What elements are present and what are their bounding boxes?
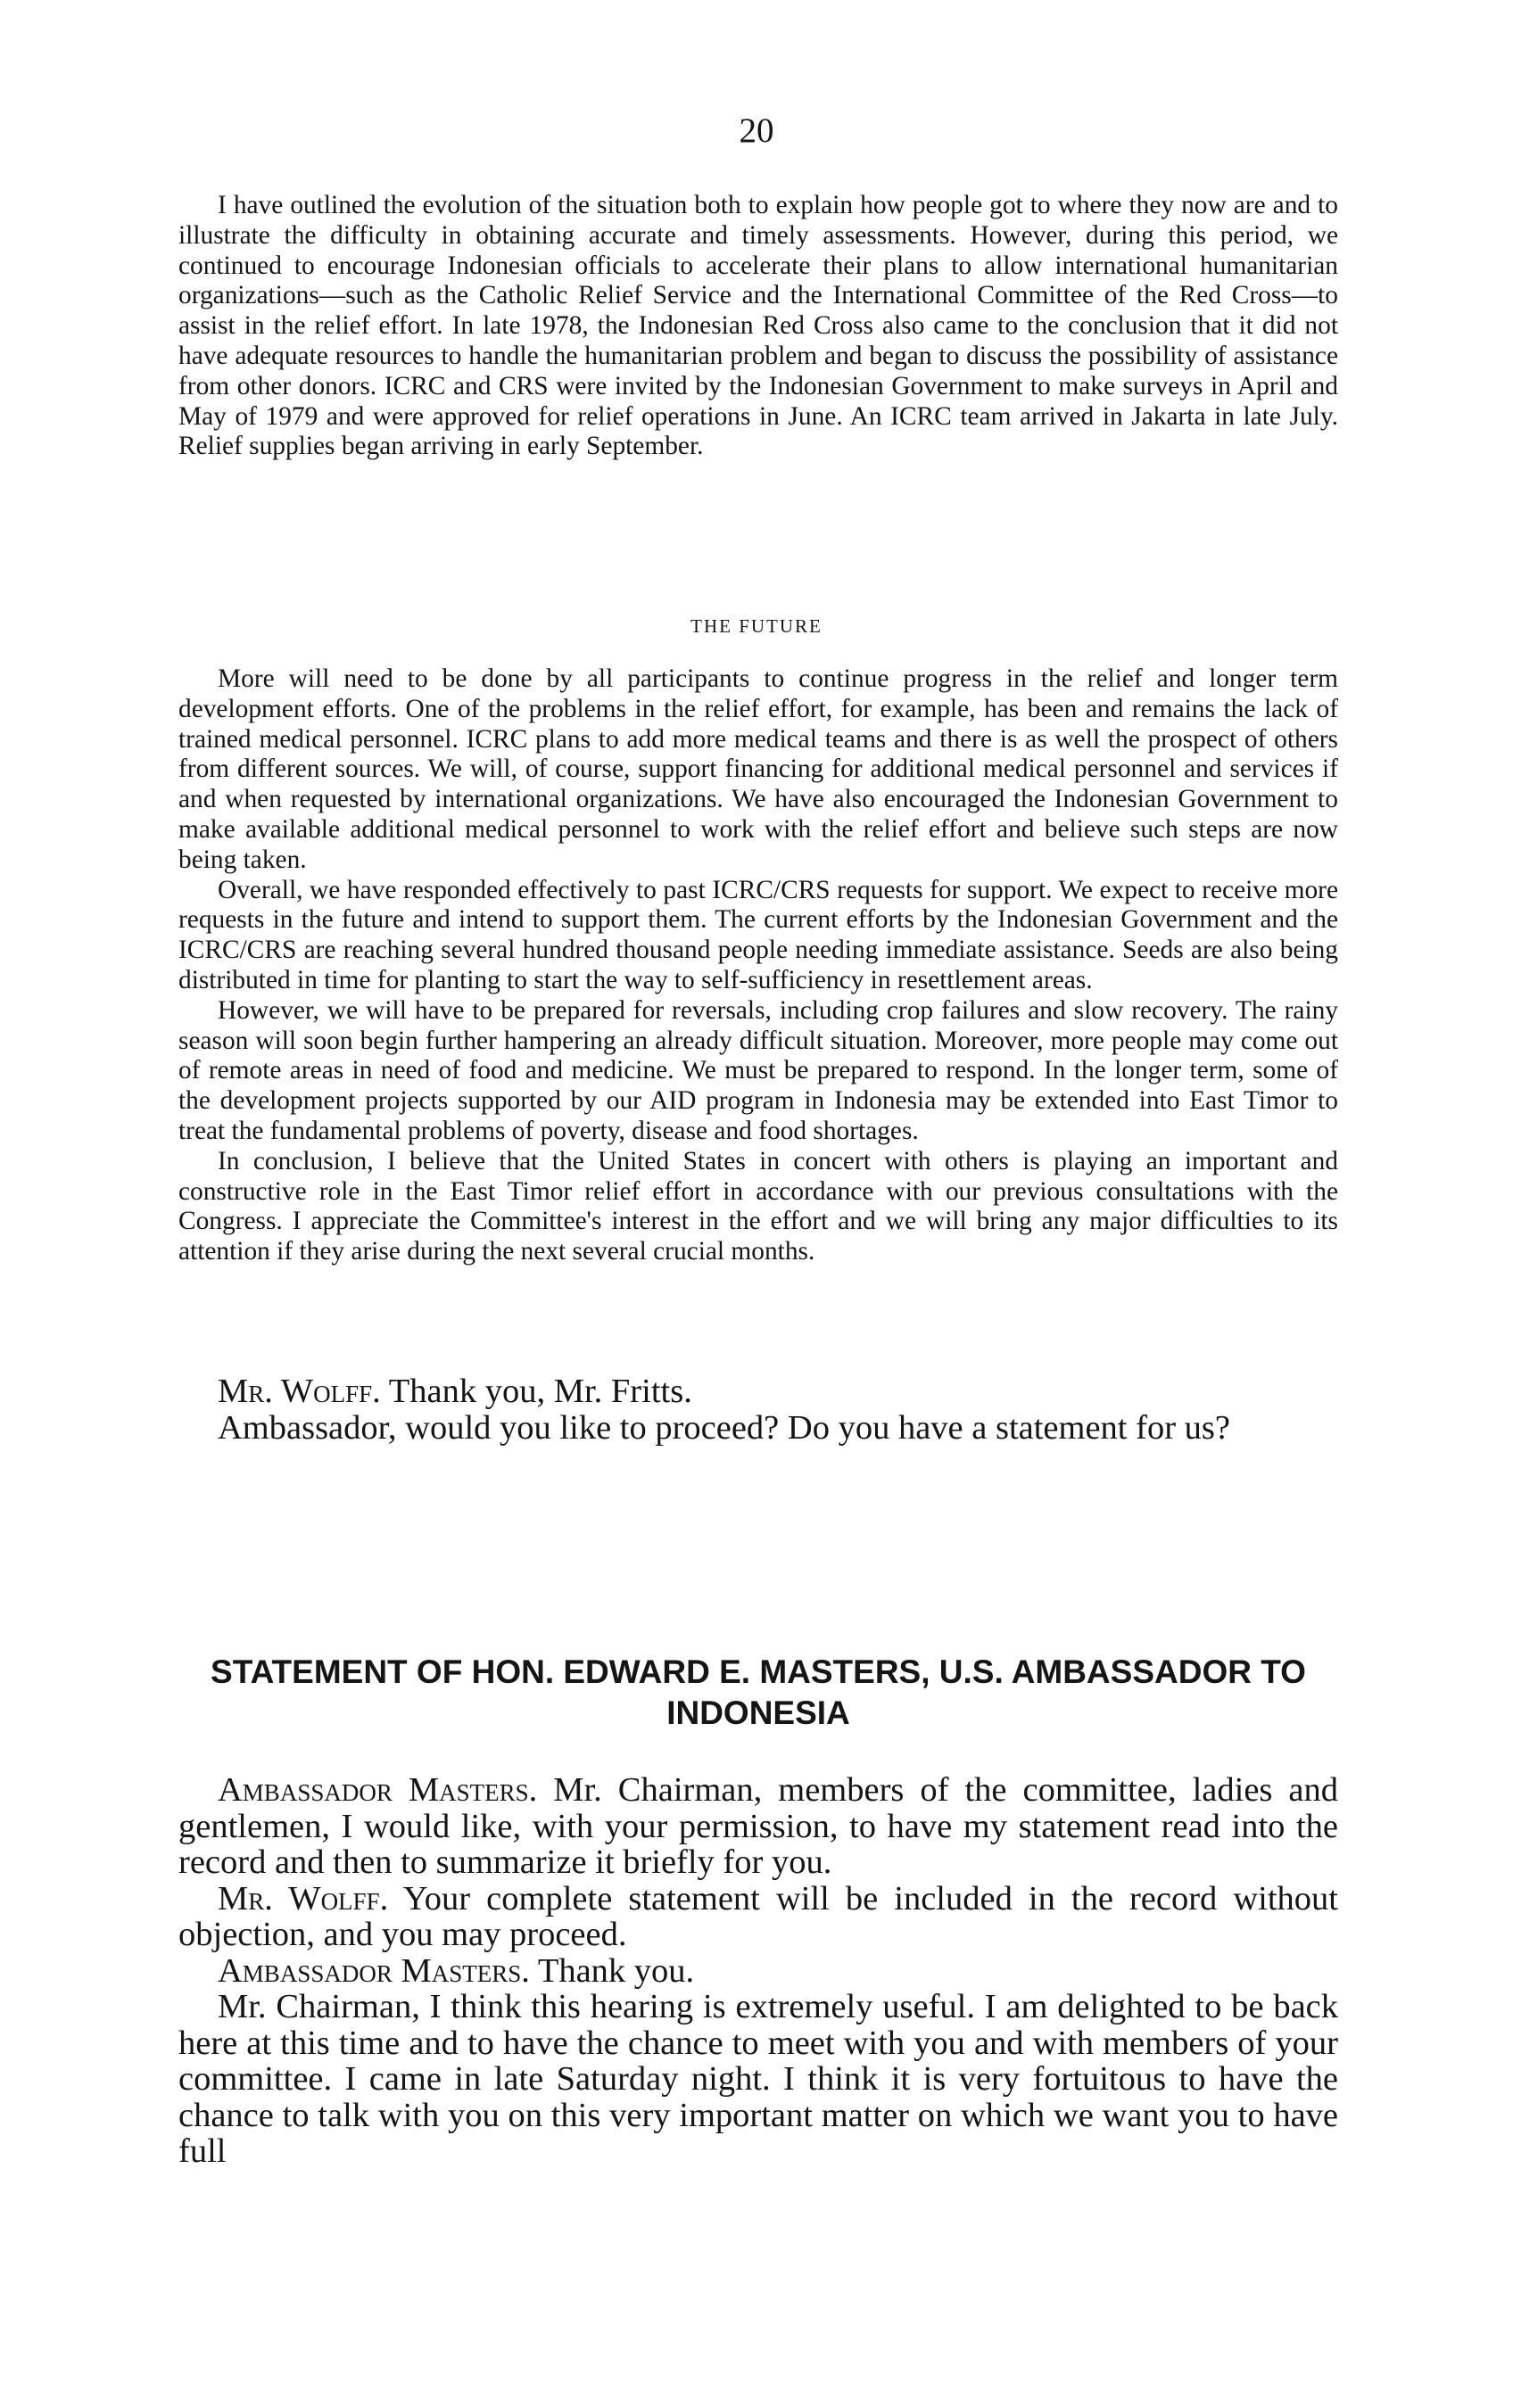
speaker-name: Mr. Wolff. (218, 1373, 381, 1410)
dialogue-text: Thank you. (537, 1951, 695, 1990)
page-number: 20 (739, 111, 774, 150)
dialogue-line (178, 1373, 1338, 1410)
dialogue-text: Mr. Chairman, I think this hearing is extremely useful. I am delighted to be back here at this time and to have the chance to meet with you and with members of your committee. I came in late Saturday night. I think it is very fortuitous to have the chance to talk with you on this very important matter on which we want you to have full (178, 1988, 1338, 2170)
dialogue-line (178, 1953, 1338, 1990)
paragraph: More will need to be done by all participants to continue progress in the relief and longer term development efforts. One of the problems in the relief effort, for example, has been and remains the lack of trained medical personnel. ICRC plans to add more medical teams and there is as well the prospect of others from different sources. We will, of course, support financing for additional medical personnel and services if and when requested by international organizations. We have also encouraged the Indonesian Government to make available additional medical personnel to work with the relief effort and believe such steps are now being taken. (178, 664, 1338, 874)
dialogue-line (178, 1772, 1338, 1881)
paragraph: In conclusion, I believe that the United States in concert with others is playing an important and constructive role in the East Timor relief effort in accordance with our previous consultations with the Congress. I appreciate the Committee's interest in the effort and we will bring any major difficulties to its attention if they arise during the next several crucial months. (178, 1146, 1338, 1266)
dialogue-text: Your complete statement will be included in the record without objection, and you may proceed. (178, 1879, 1338, 1953)
statement-heading: STATEMENT OF HON. EDWARD E. MASTERS, U.S. AMBASSADOR TO INDONESIA (211, 1653, 1306, 1731)
intro-text-block (178, 191, 1338, 462)
dialogue-text: Thank you, Mr. Fritts. (388, 1373, 692, 1410)
future-text-block (178, 664, 1338, 1267)
dialogue-line (178, 1989, 1338, 2170)
paragraph: Overall, we have responded effectively to past ICRC/CRS requests for support. We expect to receive more requests in the future and intend to support them. The current efforts by the Indonesian Government and the ICRC/CRS are reaching several hundred thousand people needing immediate assistance. Seeds are also being distributed in time for planting to start the way to self-sufficiency in resettlement areas. (178, 875, 1338, 994)
dialogue-text: Mr. Chairman, members of the committee, ladies and gentlemen, I would like, with your permission, to have my statement read into the record and then to summarize it briefly for you. (178, 1771, 1338, 1881)
dialogue-block (178, 1373, 1338, 1446)
speaker-name: Mr. Wolff. (218, 1879, 389, 1917)
dialogue-block (178, 1772, 1338, 2170)
dialogue-text: Ambassador, would you like to proceed? Do you have a statement for us? (218, 1408, 1230, 1447)
dialogue-line (178, 1410, 1338, 1447)
section-title: THE FUTURE (690, 615, 823, 637)
speaker-name: Ambassador Masters. (218, 1771, 538, 1809)
paragraph: I have outlined the evolution of the situation both to explain how people got to where they now are and to illustrate the difficulty in obtaining accurate and timely assessments. However, during this period, we continued to encourage Indonesian officials to accelerate their plans to allow international humanitarian organizations—such as the Catholic Relief Service and the International Committee of the Red Cross—to assist in the relief effort. In late 1978, the Indonesian Red Cross also came to the conclusion that it did not have adequate resources to handle the humanitarian problem and began to discuss the possibility of assistance from other donors. ICRC and CRS were invited by the Indonesian Government to make surveys in April and May of 1979 and were approved for relief operations in June. An ICRC team arrived in Jakarta in late July. Relief supplies began arriving in early September. (178, 191, 1338, 461)
dialogue-line (178, 1881, 1338, 1953)
speaker-name: Ambassador Masters. (218, 1951, 530, 1990)
paragraph: However, we will have to be prepared for reversals, including crop failures and slow recovery. The rainy season will soon begin further hampering an already difficult situation. Moreover, more people may come out of remote areas in need of food and medicine. We must be prepared to respond. In the longer term, some of the development projects supported by our AID program in Indonesia may be extended into East Timor to treat the fundamental problems of poverty, disease and food shortages. (178, 995, 1338, 1145)
